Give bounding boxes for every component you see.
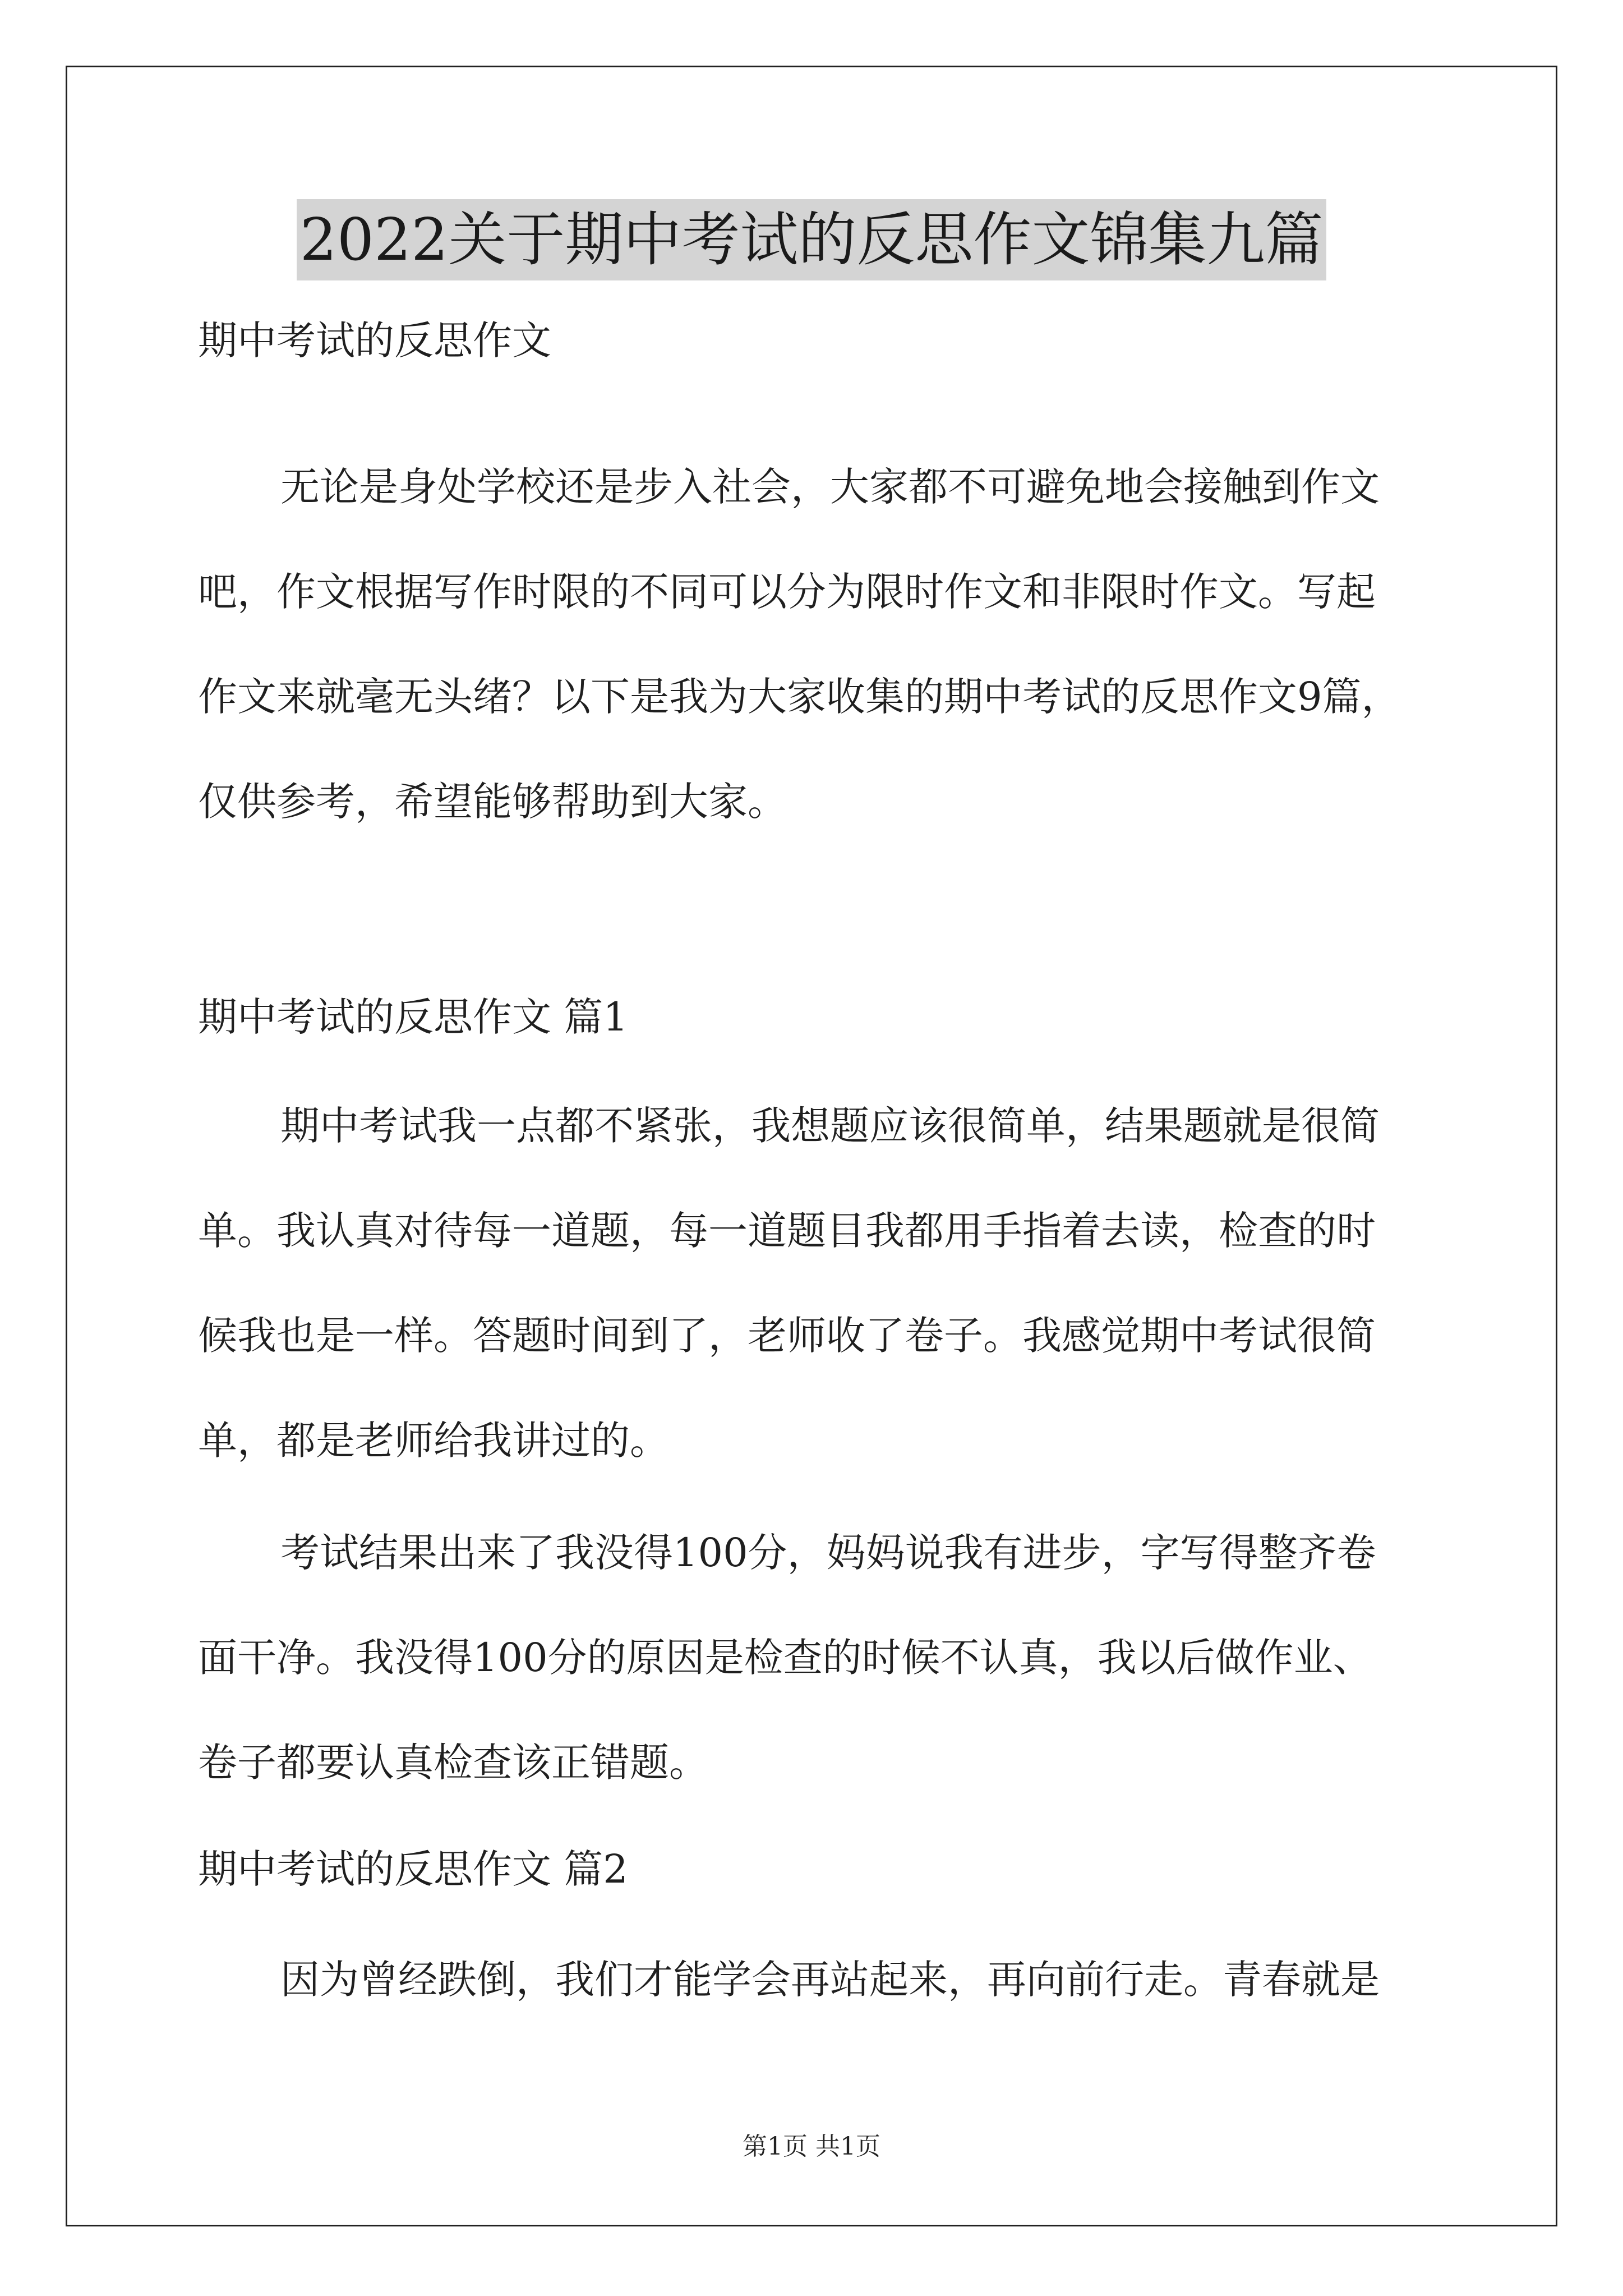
title-container (0, 199, 1623, 280)
page-footer: 第1页 共1页 (743, 2132, 880, 2161)
paragraph-line: 仅供参考，希望能够帮助到大家。 (198, 779, 787, 825)
paragraph-line: 吧，作文根据写作时限的不同可以分为限时作文和非限时作文。写起 (198, 569, 1376, 615)
section-heading: 期中考试的反思作文 篇2 (198, 1846, 628, 1892)
paragraph-line: 期中考试我一点都不紧张，我想题应该很简单，结果题就是很简 (280, 1103, 1380, 1149)
paragraph-line: 候我也是一样。答题时间到了，老师收了卷子。我感觉期中考试很简 (198, 1313, 1376, 1359)
paragraph-line: 卷子都要认真检查该正错题。 (198, 1740, 708, 1786)
paragraph-line: 考试结果出来了我没得100分，妈妈说我有进步，字写得整齐卷 (280, 1530, 1376, 1576)
section-heading: 期中考试的反思作文 篇1 (198, 994, 628, 1040)
paragraph-line: 单，都是老师给我讲过的。 (198, 1418, 669, 1464)
paragraph-line: 单。我认真对待每一道题，每一道题目我都用手指着去读，检查的时 (198, 1208, 1376, 1254)
paragraph-line: 面干净。我没得100分的原因是检查的时候不认真，我以后做作业、 (198, 1635, 1372, 1681)
paragraph-line: 因为曾经跌倒，我们才能学会再站起来，再向前行走。青春就是 (280, 1957, 1380, 2003)
paragraph-line: 无论是身处学校还是步入社会，大家都不可避免地会接触到作文 (280, 464, 1380, 510)
intro-heading: 期中考试的反思作文 (198, 318, 551, 364)
document-title: 2022关于期中考试的反思作文锦集九篇 (297, 199, 1327, 280)
paragraph-line: 作文来就毫无头绪？以下是我为大家收集的期中考试的反思作文9篇， (198, 674, 1401, 720)
